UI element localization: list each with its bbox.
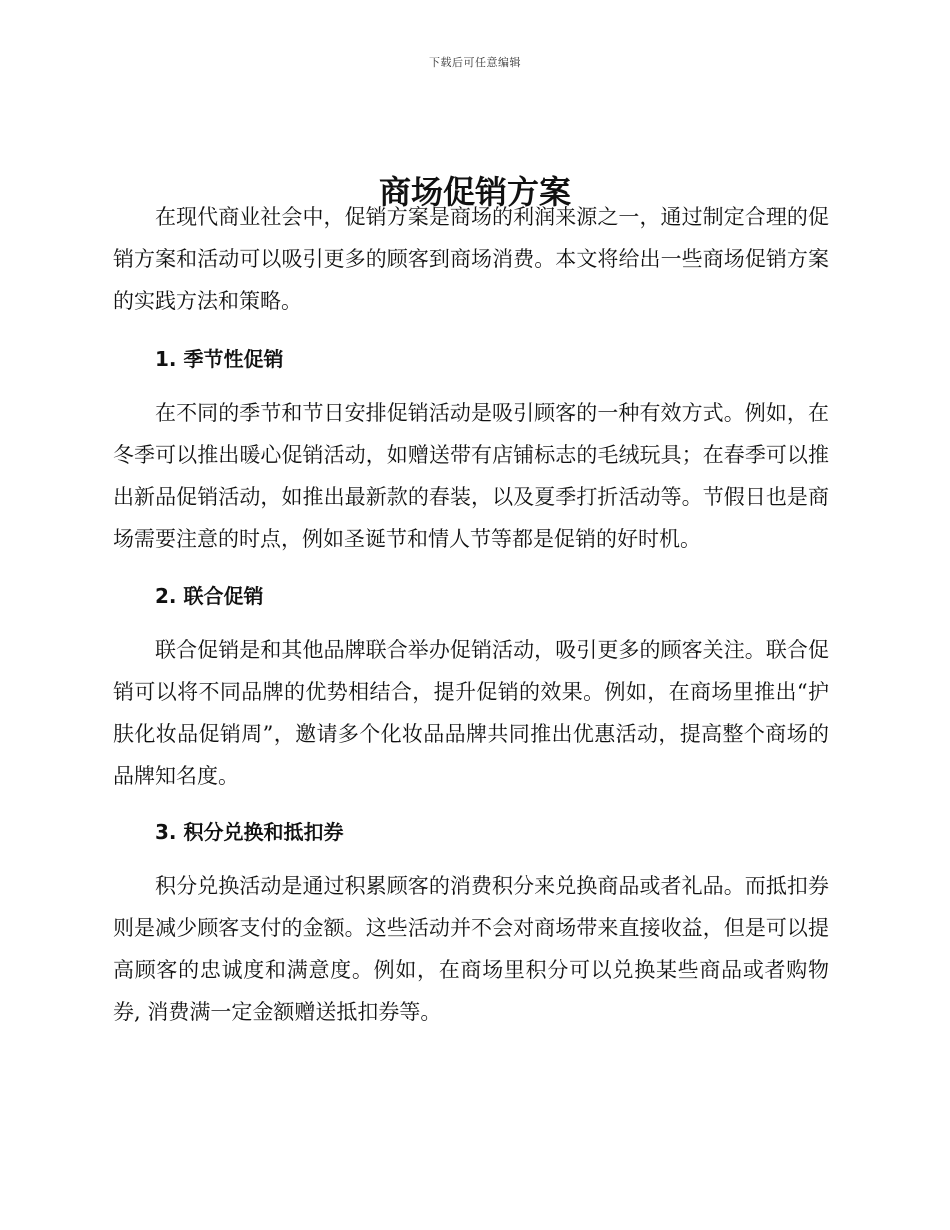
section-heading-joint: 2. 联合促销	[155, 584, 264, 608]
section-heading-seasonal: 1. 季节性促销	[155, 347, 284, 371]
section-heading-points: 3. 积分兑换和抵扣券	[155, 820, 344, 844]
section-body-joint: 联合促销是和其他品牌联合举办促销活动，吸引更多的顾客关注。联合促销可以将不同品牌的优势相结合，提升促销的效果。例如，在商场里推出“护肤化妆品促销周”，邀请多个化妆品品牌共同推出优惠活动，提高整个商场的品牌知名度。	[113, 638, 829, 788]
section-body-seasonal: 在不同的季节和节日安排促销活动是吸引顾客的一种有效方式。例如，在冬季可以推出暖心促销活动，如赠送带有店铺标志的毛绒玩具；在春季可以推出新品促销活动，如推出最新款的春装，以及夏季打折活动等。节假日也是商场需要注意的时点，例如圣诞节和情人节等都是促销的好时机。	[113, 401, 829, 551]
section-body-points: 积分兑换活动是通过积累顾客的消费积分来兑换商品或者礼品。而抵扣券则是减少顾客支付的金额。这些活动并不会对商场带来直接收益，但是可以提高顾客的忠诚度和满意度。例如，在商场里积分可以兑换某些商品或者购物券, 消费满一定金额赠送抵扣券等。	[113, 874, 829, 1024]
intro-paragraph: 在现代商业社会中，促销方案是商场的利润来源之一，通过制定合理的促销方案和活动可以吸引更多的顾客到商场消费。本文将给出一些商场促销方案的实践方法和策略。	[113, 205, 829, 313]
header-note: 下载后可任意编辑	[429, 56, 521, 69]
document-title: 商场促销方案	[378, 173, 571, 212]
